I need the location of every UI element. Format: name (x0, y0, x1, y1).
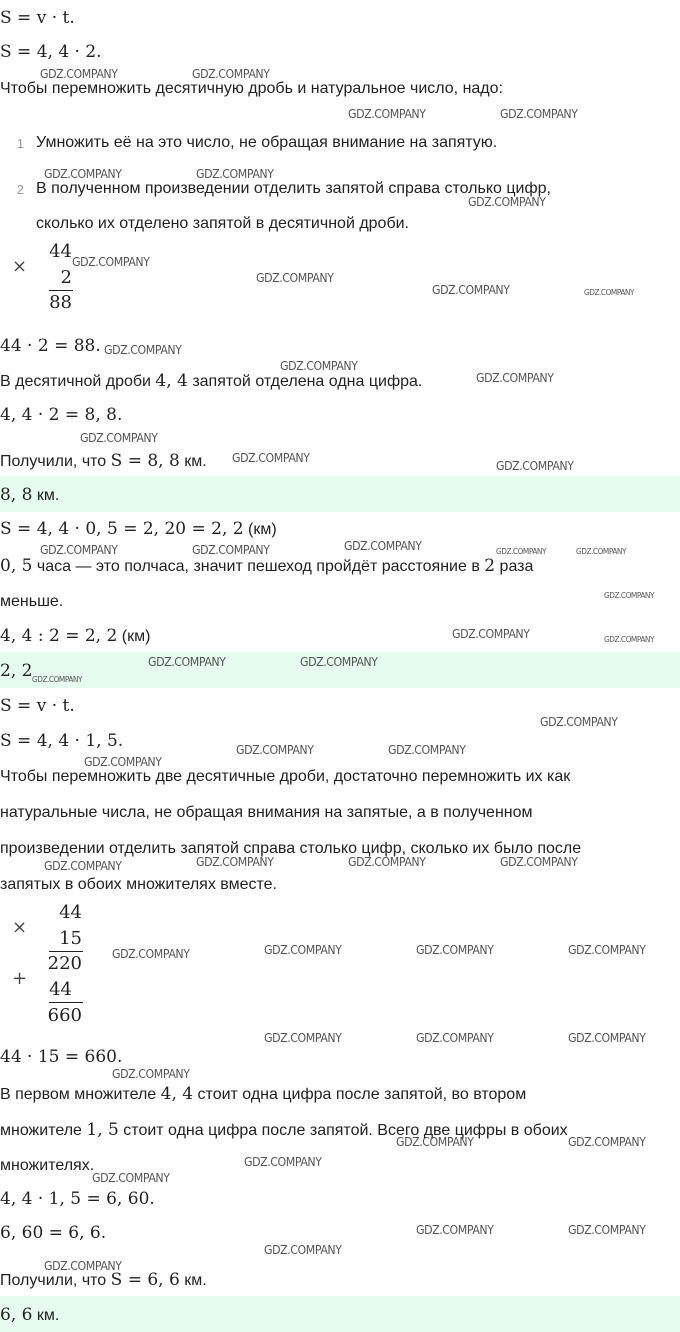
column-bar (49, 1002, 83, 1003)
watermark: GDZ.COMPANY (388, 743, 466, 757)
watermark: GDZ.COMPANY (112, 947, 190, 961)
watermark: GDZ.COMPANY (500, 107, 578, 121)
watermark: GDZ.COMPANY (236, 743, 314, 757)
partial-product-2: 44 (49, 979, 72, 1000)
formula-substitution: S = 4, 4 · 1, 5. (0, 731, 124, 751)
watermark: GDZ.COMPANY (104, 343, 182, 357)
watermark: GDZ.COMPANY (348, 107, 426, 121)
watermark: GDZ.COMPANY (452, 627, 530, 641)
watermark: GDZ.COMPANY (568, 1223, 646, 1237)
watermark: GDZ.COMPANY (416, 943, 494, 957)
watermark: GDZ.COMPANY (232, 451, 310, 465)
watermark: GDZ.COMPANY (264, 1243, 342, 1257)
product-line: 44 · 15 = 660. (0, 1047, 123, 1067)
watermark: GDZ.COMPANY (396, 1135, 474, 1149)
watermark: GDZ.COMPANY (348, 855, 426, 869)
got-line: Получили, что S = 8, 8 км. (0, 451, 207, 471)
rule-line: запятых в обоих множителях вместе. (0, 876, 277, 893)
calc-line: 6, 60 = 6, 6. (0, 1223, 107, 1243)
note-line: множителях. (0, 1157, 95, 1174)
watermark: GDZ.COMPANY (80, 431, 158, 445)
watermark: GDZ.COMPANY (568, 943, 646, 957)
product-line: 44 · 2 = 88. (0, 336, 101, 356)
step-text: В полученном произведении отделить запятой справа столько цифр, (36, 180, 551, 197)
formula-half-hour: S = 4, 4 · 0, 5 = 2, 20 = 2, 2 (км) (0, 519, 277, 539)
answer-text: 6, 6 км. (0, 1305, 60, 1325)
formula-substitution: S = 4, 4 · 2. (0, 42, 102, 62)
rule-line: натуральные числа, не обращая внимания на запятые, а в полученном (0, 804, 533, 821)
factor-b: 2 (60, 267, 72, 288)
partial-product-1: 220 (47, 953, 82, 974)
watermark: GDZ.COMPANY (416, 1223, 494, 1237)
watermark: GDZ.COMPANY (244, 1155, 322, 1169)
watermark: GDZ.COMPANY (500, 855, 578, 869)
product: 88 (49, 292, 72, 313)
rule-intro: Чтобы перемножить десятичную дробь и натуральное число, надо: (0, 80, 503, 97)
watermark: GDZ.COMPANY (192, 67, 270, 81)
answer-box-3 (0, 1296, 680, 1332)
watermark: GDZ.COMPANY (264, 943, 342, 957)
multiply-sign: × (12, 917, 28, 938)
watermark: GDZ.COMPANY (300, 655, 378, 669)
factor-a: 44 (59, 902, 82, 923)
watermark: GDZ.COMPANY (416, 1031, 494, 1045)
formula-speed: S = v · t. (0, 8, 75, 28)
answer-text: 8, 8 км. (0, 485, 60, 505)
formula-speed: S = v · t. (0, 696, 75, 716)
answer-text: 2, 2 (0, 661, 33, 681)
watermark: GDZ.COMPANY (44, 859, 122, 873)
watermark: GDZ.COMPANY (44, 167, 122, 181)
step-text-continued: сколько их отделено запятой в десятичной дроби. (36, 215, 409, 232)
factor-b: 15 (59, 928, 82, 949)
got-line: Получили, что S = 6, 6 км. (0, 1270, 207, 1290)
watermark: GDZ.COMPANY (496, 547, 546, 556)
watermark: GDZ.COMPANY (540, 715, 618, 729)
factor-a: 44 (49, 241, 72, 262)
watermark: GDZ.COMPANY (604, 635, 654, 644)
rule-line: Чтобы перемножить две десятичные дроби, достаточно перемножить их как (0, 768, 571, 785)
watermark: GDZ.COMPANY (584, 288, 634, 297)
watermark: GDZ.COMPANY (32, 675, 82, 684)
watermark: GDZ.COMPANY (40, 543, 118, 557)
watermark: GDZ.COMPANY (112, 1067, 190, 1081)
watermark: GDZ.COMPANY (196, 167, 274, 181)
watermark: GDZ.COMPANY (40, 67, 118, 81)
column-bar (49, 951, 83, 952)
result-line: 4, 4 · 2 = 8, 8. (0, 405, 123, 425)
watermark: GDZ.COMPANY (72, 255, 150, 269)
watermark: GDZ.COMPANY (264, 1031, 342, 1045)
multiply-sign: × (12, 256, 28, 277)
calc-line: 4, 4 : 2 = 2, 2 (км) (0, 626, 151, 646)
watermark: GDZ.COMPANY (568, 1031, 646, 1045)
step-number: 2 (16, 182, 24, 197)
step-number: 1 (16, 136, 24, 151)
explain-line-2: меньше. (0, 593, 64, 610)
watermark: GDZ.COMPANY (344, 539, 422, 553)
watermark: GDZ.COMPANY (148, 655, 226, 669)
note-line: В десятичной дроби 4, 4 запятой отделена одна цифра. (0, 371, 423, 391)
watermark: GDZ.COMPANY (604, 591, 654, 600)
watermark: GDZ.COMPANY (92, 1171, 170, 1185)
column-bar (49, 290, 73, 291)
watermark: GDZ.COMPANY (432, 283, 510, 297)
watermark: GDZ.COMPANY (468, 195, 546, 209)
plus-sign: + (12, 968, 28, 989)
product: 660 (47, 1005, 82, 1026)
step-text: Умножить её на это число, не обращая внимание на запятую. (36, 134, 498, 151)
watermark: GDZ.COMPANY (256, 271, 334, 285)
watermark: GDZ.COMPANY (280, 359, 358, 373)
watermark: GDZ.COMPANY (568, 1135, 646, 1149)
watermark: GDZ.COMPANY (196, 855, 274, 869)
rule-line: произведении отделить запятой справа столько цифр, сколько их было после (0, 840, 582, 857)
note-line: множителе 1, 5 стоит одна цифра после запятой. Всего две цифры в обоих (0, 1120, 568, 1140)
note-line: В первом множителе 4, 4 стоит одна цифра после запятой, во втором (0, 1084, 527, 1104)
watermark: GDZ.COMPANY (84, 755, 162, 769)
watermark: GDZ.COMPANY (192, 543, 270, 557)
watermark: GDZ.COMPANY (44, 1259, 122, 1273)
watermark: GDZ.COMPANY (476, 371, 554, 385)
watermark: GDZ.COMPANY (576, 547, 626, 556)
calc-line: 4, 4 · 1, 5 = 6, 60. (0, 1189, 155, 1209)
explain-line: 0, 5 часа — это полчаса, значит пешеход пройдёт расстояние в 2 раза (0, 556, 534, 576)
answer-box-1 (0, 476, 680, 512)
watermark: GDZ.COMPANY (496, 459, 574, 473)
